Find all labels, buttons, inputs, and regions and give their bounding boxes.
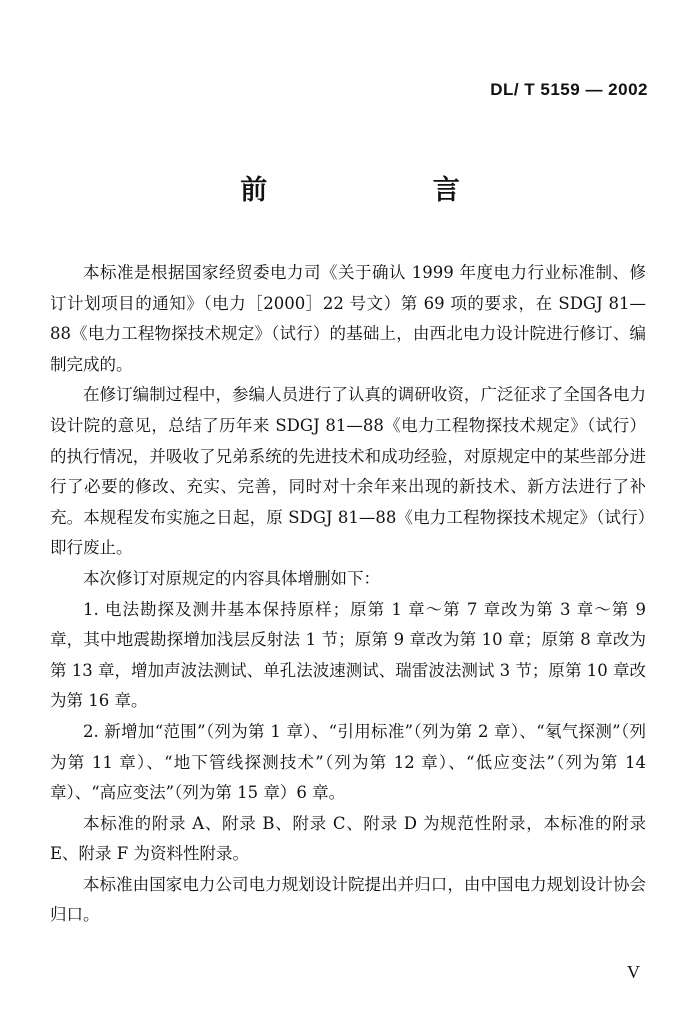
paragraph-basis: 本标准是根据国家经贸委电力司《关于确认 1999 年度电力行业标准制、修订计划项目的通知》（电力［2000］22 号文）第 69 项的要求，在 SDGJ 81—88《电力工程物探技术规定》（试行）的基础上，由西北电力设计院进行修订、编制完成的。 — [50, 263, 646, 374]
page-number: V — [627, 962, 640, 982]
paragraph-responsibility: 本标准由国家电力公司电力规划设计院提出并归口，由中国电力规划设计协会归口。 — [50, 874, 646, 925]
paragraph-appendix: 本标准的附录 A、附录 B、附录 C、附录 D 为规范性附录，本标准的附录 E、附录 F 为资料性附录。 — [50, 813, 646, 864]
paragraph-revision-process: 在修订编制过程中，参编人员进行了认真的调研收资，广泛征求了全国各电力设计院的意见，总结了历年来 SDGJ 81—88《电力工程物探技术规定》（试行）的执行情况，并吸收了兄弟系统的先进技术和成功经验，对原规定中的某些部分进行了必要的修改、充实、完善，同时对十余年来出现的新技术、新方法进行了补充。本规程发布实施之日起，原 SDGJ 81—88《电力工程物探技术规定》（试行）即行废止。 — [50, 385, 646, 558]
page-title: 前 言 — [240, 175, 538, 206]
paragraph-change-item-2: 2. 新增加“范围”（列为第 1 章）、“引用标准”（列为第 2 章）、“氡气探测”（列为第 11 章）、“地下管线探测技术”（列为第 12 章）、“低应变法”（列为第 14 章）、“高应变法”（列为第 15 章）6 章。 — [50, 721, 646, 803]
paragraph-changes-intro: 本次修订对原规定的内容具体增删如下： — [83, 568, 380, 588]
document-code: DL/ T 5159 — 2002 — [490, 80, 648, 99]
body-text — [50, 258, 646, 931]
paragraph-change-item-1: 1. 电法勘探及测井基本保持原样；原第 1 章～第 7 章改为第 3 章～第 9 章，其中地震勘探增加浅层反射法 1 节；原第 9 章改为第 10 章；原第 8 章改为第 13 章，增加声波法测试、单孔法波速测试、瑞雷波法测试 3 节；原第 10 章改为第 16 章。 — [50, 599, 646, 711]
